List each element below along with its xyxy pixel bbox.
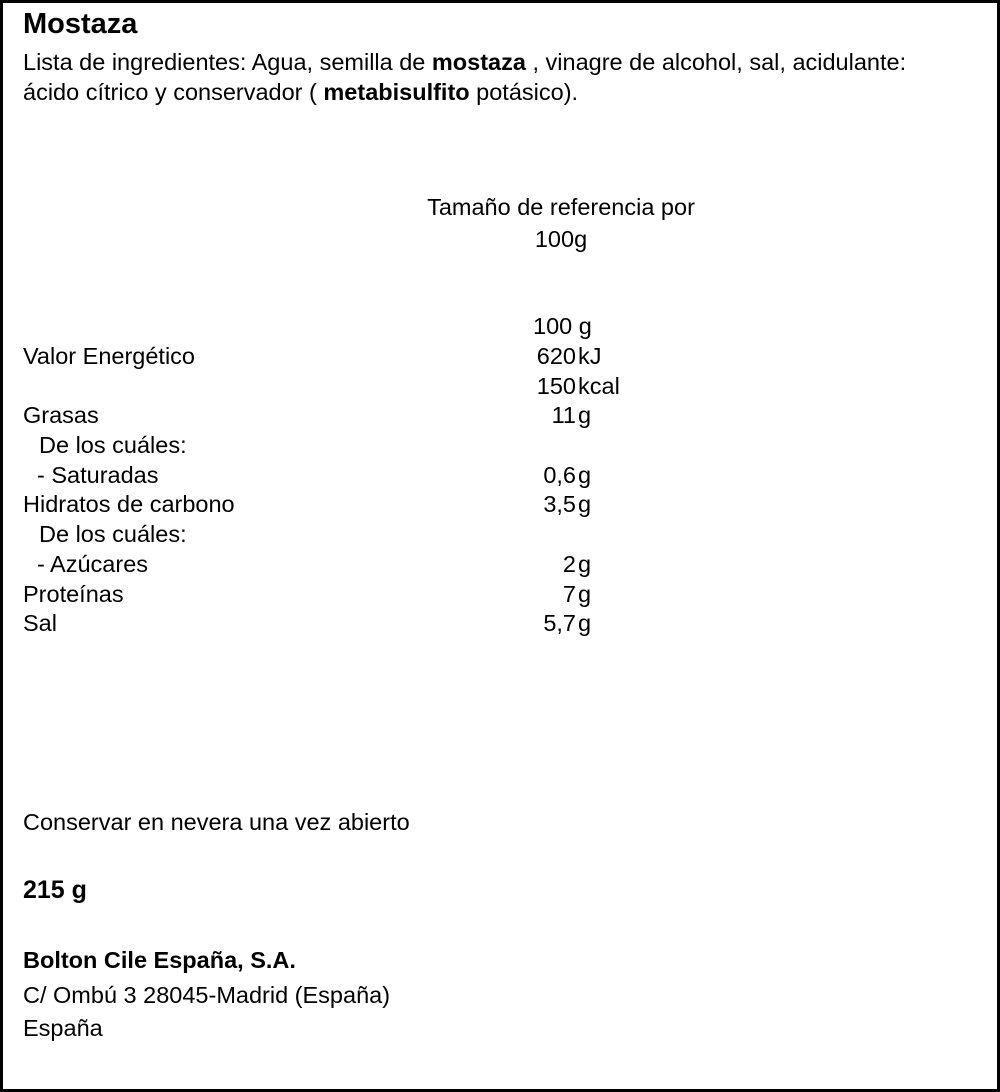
saturated-value: 0,6 [543, 462, 576, 488]
energy-kcal-value: 150 [536, 373, 576, 399]
protein-unit: g [578, 581, 592, 607]
protein-label: Proteínas [23, 581, 124, 607]
energy-kcal-unit: kcal [578, 373, 620, 399]
carbs-unit: g [578, 491, 592, 517]
product-name: Mostaza [23, 8, 138, 40]
reference-size-header: Tamaño de referencia por 100g [427, 194, 695, 252]
storage-instructions: Conservar en nevera una vez abierto [23, 809, 410, 835]
ingredients-list [23, 47, 923, 107]
sugars-value: 2 [562, 551, 576, 577]
protein-value: 7 [562, 581, 576, 607]
fat-of-which-label: De los cuáles: [39, 432, 187, 458]
fat-value: 11 [551, 402, 576, 428]
column-header: 100 g [533, 313, 592, 339]
energy-label: Valor Energético [23, 343, 195, 369]
ingredients-prefix: Lista de ingredientes: Agua, semilla de [23, 49, 432, 75]
fat-unit: g [578, 402, 592, 428]
carbs-value: 3,5 [543, 491, 576, 517]
carbs-of-which-label: De los cuáles: [39, 521, 187, 547]
ingredients-suffix: potásico). [469, 79, 579, 105]
salt-unit: g [578, 610, 592, 636]
ingredient-highlight-mostaza: mostaza [431, 49, 526, 75]
saturated-unit: g [578, 462, 592, 488]
net-weight: 215 g [23, 876, 87, 904]
saturated-label: - Saturadas [37, 462, 159, 488]
company-address: C/ Ombú 3 28045-Madrid (España) [23, 982, 391, 1008]
salt-value: 5,7 [543, 610, 576, 636]
energy-kj-value: 620 [536, 343, 576, 369]
carbs-label: Hidratos de carbono [23, 491, 235, 517]
sugars-unit: g [578, 551, 592, 577]
sugars-label: - Azúcares [37, 551, 149, 577]
company-name: Bolton Cile España, S.A. [23, 947, 296, 973]
company-country: España [23, 1015, 103, 1041]
ingredients-middle: , vinagre de alcohol, sal, acidulante: ácido cítrico y conservador ( [23, 49, 907, 105]
energy-kj-unit: kJ [578, 343, 602, 369]
ingredient-highlight-metabisulfito: metabisulfito [323, 79, 470, 105]
salt-label: Sal [23, 610, 57, 636]
fat-label: Grasas [23, 402, 99, 428]
